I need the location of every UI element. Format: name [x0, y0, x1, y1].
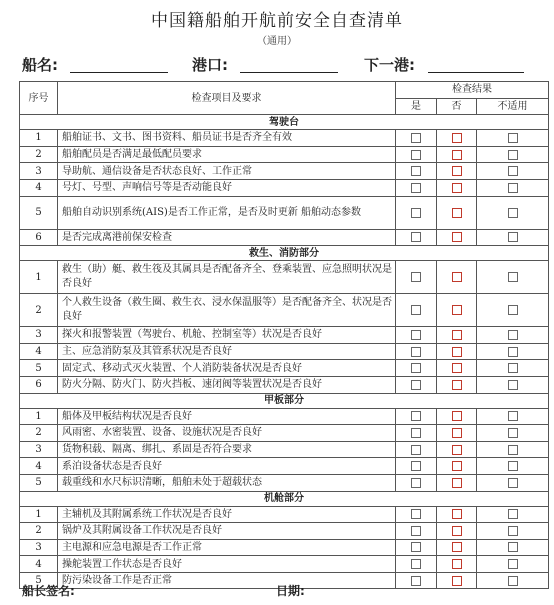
row-number: 1: [20, 130, 58, 147]
check-item-text: 载重线和水尺标识清晰，船舶未处于超载状态: [58, 474, 396, 491]
section-title: 甲板部分: [20, 393, 549, 408]
header-no: 序号: [20, 82, 58, 115]
checklist-row: [20, 556, 549, 573]
checkbox-na[interactable]: [508, 347, 518, 357]
result-cell-no: [437, 179, 477, 196]
check-item-text: 是否完成离港前保安检查: [58, 229, 396, 246]
result-cell-na: [477, 506, 549, 523]
checkbox-na[interactable]: [508, 272, 518, 282]
checkbox-yes[interactable]: [411, 576, 421, 586]
result-cell-yes: [396, 294, 437, 327]
result-cell-no: [437, 163, 477, 180]
row-number: 3: [20, 163, 58, 180]
port-field[interactable]: [240, 72, 338, 73]
checklist-row: [20, 474, 549, 491]
checkbox-no[interactable]: [452, 330, 462, 340]
result-cell-no: [437, 146, 477, 163]
result-cell-no: [437, 441, 477, 458]
checkbox-na[interactable]: [508, 380, 518, 390]
checklist-row: [20, 261, 549, 294]
result-cell-yes: [396, 327, 437, 344]
row-number: 5: [20, 360, 58, 377]
result-cell-no: [437, 474, 477, 491]
checkbox-na[interactable]: [508, 208, 518, 218]
checkbox-yes[interactable]: [411, 232, 421, 242]
checkbox-yes[interactable]: [411, 208, 421, 218]
date-label: 日期:: [276, 584, 305, 598]
result-cell-yes: [396, 376, 437, 393]
checkbox-na[interactable]: [508, 183, 518, 193]
result-cell-yes: [396, 146, 437, 163]
result-cell-na: [477, 179, 549, 196]
check-item-text: 探火和报警装置（驾驶台、机舱、控制室等）状况是否良好: [58, 327, 396, 344]
check-item-text: 个人救生设备（救生圈、救生衣、浸水保温服等）是否配备齐全、状况是否良好: [58, 294, 396, 327]
checkbox-yes[interactable]: [411, 150, 421, 160]
check-item-text: 防火分隔、防火门、防火挡板、速闭阀等装置状况是否良好: [58, 376, 396, 393]
checkbox-no[interactable]: [452, 509, 462, 519]
checkbox-no[interactable]: [452, 272, 462, 282]
checkbox-yes[interactable]: [411, 363, 421, 373]
header-result: 检查结果: [396, 82, 549, 99]
checklist-row: [20, 179, 549, 196]
check-item-text: 导助航、通信设备是否状态良好、工作正常: [58, 163, 396, 180]
result-cell-yes: [396, 441, 437, 458]
check-item-text: 主电源和应急电源是否工作正常: [58, 539, 396, 556]
checkbox-na[interactable]: [508, 330, 518, 340]
checklist-row: [20, 408, 549, 425]
checklist-row: [20, 441, 549, 458]
checkbox-na[interactable]: [508, 526, 518, 536]
checklist-row: [20, 130, 549, 147]
row-number: 5: [20, 474, 58, 491]
checkbox-yes[interactable]: [411, 183, 421, 193]
row-number: 1: [20, 261, 58, 294]
section-title: 机舱部分: [20, 491, 549, 506]
checklist-row: [20, 229, 549, 246]
checkbox-na[interactable]: [508, 428, 518, 438]
result-cell-no: [437, 261, 477, 294]
result-cell-na: [477, 572, 549, 589]
checkbox-yes[interactable]: [411, 526, 421, 536]
check-item-text: 货物积载、隔离、绑扎、系固是否符合要求: [58, 441, 396, 458]
ship-name-field[interactable]: [70, 72, 168, 73]
result-cell-yes: [396, 179, 437, 196]
check-item-text: 风雨密、水密装置、设备、设施状况是否良好: [58, 425, 396, 442]
ship-info-row: [0, 52, 554, 76]
checkbox-na[interactable]: [508, 411, 518, 421]
checklist-row: [20, 163, 549, 180]
row-number: 4: [20, 458, 58, 475]
section-title: 救生、消防部分: [20, 246, 549, 261]
checkbox-yes[interactable]: [411, 380, 421, 390]
checkbox-yes[interactable]: [411, 411, 421, 421]
checkbox-no[interactable]: [452, 232, 462, 242]
result-cell-yes: [396, 425, 437, 442]
ship-name-label: 船名:: [22, 56, 58, 74]
result-cell-na: [477, 229, 549, 246]
result-cell-yes: [396, 408, 437, 425]
checkbox-na[interactable]: [508, 133, 518, 143]
checklist-table: [19, 81, 549, 589]
check-item-text: 船体及甲板结构状况是否良好: [58, 408, 396, 425]
checkbox-na[interactable]: [508, 559, 518, 569]
row-number: 2: [20, 294, 58, 327]
row-number: 4: [20, 556, 58, 573]
check-item-text: 号灯、号型、声响信号等是否动能良好: [58, 179, 396, 196]
result-cell-na: [477, 163, 549, 180]
check-item-text: 防污染设备工作是否正常: [58, 572, 396, 589]
check-item-text: 系泊设备状态是否良好: [58, 458, 396, 475]
checkbox-no[interactable]: [452, 428, 462, 438]
checklist-row: [20, 506, 549, 523]
checklist-body: [20, 115, 549, 589]
row-number: 3: [20, 327, 58, 344]
result-cell-yes: [396, 539, 437, 556]
header-item: 检查项目及要求: [58, 82, 396, 115]
result-cell-na: [477, 474, 549, 491]
check-item-text: 船舶自动识别系统(AIS)是否工作正常，是否及时更新 船舶动态参数: [58, 196, 396, 229]
document-title: 中国籍船舶开航前安全自查清单: [151, 11, 403, 31]
checkbox-no[interactable]: [452, 445, 462, 455]
result-cell-yes: [396, 130, 437, 147]
result-cell-no: [437, 360, 477, 377]
checkbox-na[interactable]: [508, 166, 518, 176]
header-yes: 是: [396, 98, 437, 115]
result-cell-na: [477, 523, 549, 540]
result-cell-na: [477, 425, 549, 442]
checkbox-na[interactable]: [508, 445, 518, 455]
result-cell-yes: [396, 196, 437, 229]
result-cell-yes: [396, 163, 437, 180]
result-cell-yes: [396, 474, 437, 491]
checkbox-no[interactable]: [452, 542, 462, 552]
result-cell-no: [437, 408, 477, 425]
checkbox-na[interactable]: [508, 232, 518, 242]
result-cell-no: [437, 556, 477, 573]
result-cell-no: [437, 343, 477, 360]
result-cell-na: [477, 294, 549, 327]
result-cell-yes: [396, 523, 437, 540]
checkbox-no[interactable]: [452, 380, 462, 390]
checkbox-no[interactable]: [452, 478, 462, 488]
checkbox-yes[interactable]: [411, 347, 421, 357]
row-number: 4: [20, 343, 58, 360]
result-cell-na: [477, 360, 549, 377]
result-cell-na: [477, 327, 549, 344]
result-cell-no: [437, 196, 477, 229]
checkbox-yes[interactable]: [411, 445, 421, 455]
result-cell-no: [437, 294, 477, 327]
checkbox-na[interactable]: [508, 305, 518, 315]
checkbox-no[interactable]: [452, 208, 462, 218]
section-title: 驾驶台: [20, 115, 549, 130]
document-subtitle: （通用）: [257, 36, 297, 47]
captain-signature-label: 船长签名:: [22, 584, 75, 598]
checkbox-na[interactable]: [508, 363, 518, 373]
checkbox-na[interactable]: [508, 150, 518, 160]
checkbox-na[interactable]: [508, 461, 518, 471]
port-label: 港口:: [192, 56, 228, 74]
checkbox-na[interactable]: [508, 509, 518, 519]
result-cell-yes: [396, 229, 437, 246]
checkbox-yes[interactable]: [411, 542, 421, 552]
checklist-row: [20, 425, 549, 442]
row-number: 2: [20, 425, 58, 442]
result-cell-na: [477, 196, 549, 229]
checkbox-no[interactable]: [452, 559, 462, 569]
checkbox-yes[interactable]: [411, 272, 421, 282]
checkbox-no[interactable]: [452, 576, 462, 586]
check-item-text: 救生（助）艇、救生筏及其属具是否配备齐全、登乘装置、应急照明状况是否良好: [58, 261, 396, 294]
checklist-row: [20, 458, 549, 475]
checkbox-yes[interactable]: [411, 330, 421, 340]
checkbox-no[interactable]: [452, 526, 462, 536]
result-cell-na: [477, 130, 549, 147]
result-cell-na: [477, 376, 549, 393]
checkbox-yes[interactable]: [411, 509, 421, 519]
result-cell-no: [437, 229, 477, 246]
section-header: [20, 393, 549, 408]
checkbox-no[interactable]: [452, 461, 462, 471]
result-cell-yes: [396, 506, 437, 523]
result-cell-no: [437, 539, 477, 556]
row-number: 1: [20, 506, 58, 523]
header-no-answer: 否: [437, 98, 477, 115]
header-not-applicable: 不适用: [477, 98, 549, 115]
row-number: 6: [20, 229, 58, 246]
checklist-row: [20, 360, 549, 377]
checkbox-no[interactable]: [452, 411, 462, 421]
row-number: 5: [20, 572, 58, 589]
result-cell-no: [437, 506, 477, 523]
section-header: [20, 115, 549, 130]
checkbox-na[interactable]: [508, 542, 518, 552]
checkbox-yes[interactable]: [411, 428, 421, 438]
checklist-row: [20, 196, 549, 229]
row-number: 4: [20, 179, 58, 196]
row-number: 2: [20, 146, 58, 163]
checklist-row: [20, 146, 549, 163]
result-cell-no: [437, 572, 477, 589]
result-cell-na: [477, 343, 549, 360]
checkbox-no[interactable]: [452, 363, 462, 373]
result-cell-yes: [396, 556, 437, 573]
checkbox-na[interactable]: [508, 576, 518, 586]
checklist-row: [20, 539, 549, 556]
result-cell-na: [477, 408, 549, 425]
checklist-row: [20, 343, 549, 360]
row-number: 6: [20, 376, 58, 393]
section-header: [20, 246, 549, 261]
result-cell-yes: [396, 261, 437, 294]
result-cell-yes: [396, 360, 437, 377]
result-cell-no: [437, 376, 477, 393]
result-cell-no: [437, 130, 477, 147]
result-cell-no: [437, 327, 477, 344]
check-item-text: 操舵装置工作状态是否良好: [58, 556, 396, 573]
result-cell-na: [477, 441, 549, 458]
checklist-row: [20, 523, 549, 540]
section-header: [20, 491, 549, 506]
checkbox-yes[interactable]: [411, 478, 421, 488]
row-number: 5: [20, 196, 58, 229]
checkbox-yes[interactable]: [411, 461, 421, 471]
checklist-row: [20, 294, 549, 327]
row-number: 3: [20, 539, 58, 556]
checkbox-no[interactable]: [452, 183, 462, 193]
checkbox-yes[interactable]: [411, 133, 421, 143]
result-cell-na: [477, 556, 549, 573]
checkbox-no[interactable]: [452, 133, 462, 143]
row-number: 1: [20, 408, 58, 425]
result-cell-no: [437, 425, 477, 442]
checklist-row: [20, 327, 549, 344]
result-cell-yes: [396, 572, 437, 589]
checkbox-no[interactable]: [452, 305, 462, 315]
check-item-text: 固定式、移动式灭火装置、个人消防装备状况是否良好: [58, 360, 396, 377]
checkbox-no[interactable]: [452, 150, 462, 160]
row-number: 3: [20, 441, 58, 458]
result-cell-na: [477, 458, 549, 475]
result-cell-na: [477, 261, 549, 294]
checkbox-yes[interactable]: [411, 559, 421, 569]
checkbox-na[interactable]: [508, 478, 518, 488]
next-port-field[interactable]: [428, 72, 524, 73]
check-item-text: 主辅机及其附属系统工作状况是否良好: [58, 506, 396, 523]
row-number: 2: [20, 523, 58, 540]
result-cell-na: [477, 146, 549, 163]
next-port-label: 下一港:: [364, 56, 415, 74]
checkbox-no[interactable]: [452, 166, 462, 176]
result-cell-no: [437, 523, 477, 540]
result-cell-yes: [396, 458, 437, 475]
check-item-text: 船舶证书、文书、图书资料、船员证书是否齐全有效: [58, 130, 396, 147]
checkbox-yes[interactable]: [411, 166, 421, 176]
result-cell-na: [477, 539, 549, 556]
checkbox-yes[interactable]: [411, 305, 421, 315]
checkbox-no[interactable]: [452, 347, 462, 357]
check-item-text: 主、应急消防泵及其管系状况是否良好: [58, 343, 396, 360]
checklist-row: [20, 376, 549, 393]
check-item-text: 船舶配员是否满足最低配员要求: [58, 146, 396, 163]
result-cell-no: [437, 458, 477, 475]
check-item-text: 锅炉及其附属设备工作状况是否良好: [58, 523, 396, 540]
result-cell-yes: [396, 343, 437, 360]
